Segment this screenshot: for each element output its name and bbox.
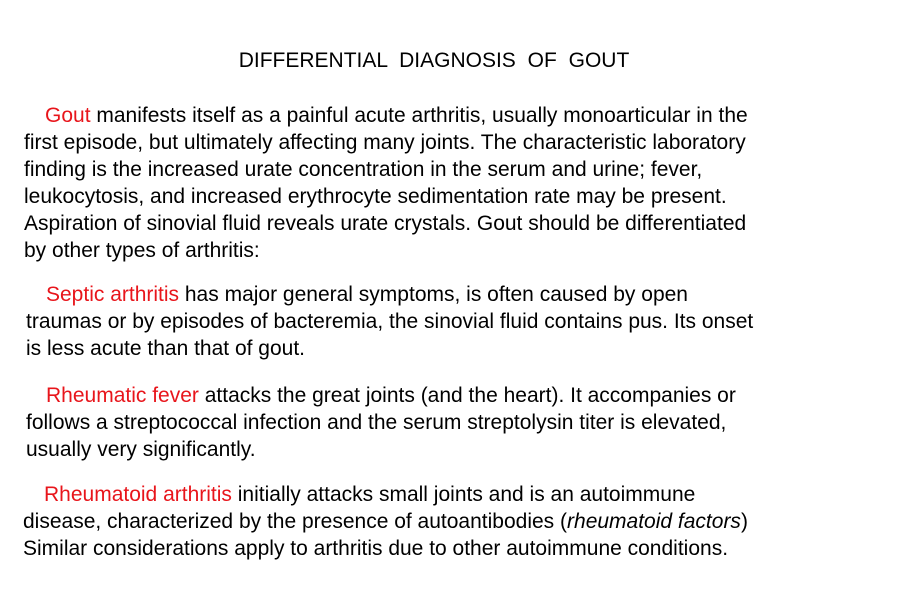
paragraph-line: follows a streptococcal infection and the serum streptolysin titer is elevated, — [26, 411, 727, 434]
paragraph-line: finding is the increased urate concentration in the serum and urine; fever, — [24, 158, 703, 181]
paragraph-line — [23, 508, 748, 535]
paragraph-line: traumas or by episodes of bacteremia, the sinovial fluid contains pus. Its onset — [26, 310, 754, 333]
paragraph-line — [23, 481, 748, 508]
paragraph-line — [24, 102, 748, 129]
paragraph-rheumatoid-arthritis — [23, 481, 748, 562]
paragraph-line: is less acute than that of gout. — [26, 337, 306, 360]
paragraph-text: attacks the great joints (and the heart). It accompanies or — [198, 384, 736, 407]
paragraph-line: Aspiration of sinovial fluid reveals urate crystals. Gout should be differentiated — [24, 212, 747, 235]
paragraph-line: first episode, but ultimately affecting many joints. The characteristic laboratory — [24, 131, 746, 154]
paragraph-septic-arthritis — [26, 281, 753, 362]
paragraph-rheumatic-fever — [26, 382, 736, 463]
paragraph-text: ) — [740, 510, 748, 533]
paragraph-line — [26, 382, 736, 409]
paragraph-text: has major general symptoms, is often caused by open — [179, 283, 688, 306]
paragraph-text: disease, characterized by the presence of autoantibodies ( — [23, 510, 568, 533]
paragraph-text: manifests itself as a painful acute arthritis, usually monoarticular in the — [90, 104, 748, 127]
term-rheumatoid-arthritis: Rheumatoid arthritis — [44, 483, 232, 506]
italic-phrase: rheumatoid factors — [567, 510, 741, 533]
term-septic-arthritis: Septic arthritis — [46, 283, 180, 306]
paragraph-line — [26, 281, 753, 308]
slide-title: DIFFERENTIAL DIAGNOSIS OF GOUT — [238, 49, 630, 72]
paragraph-line: leukocytosis, and increased erythrocyte sedimentation rate may be present. — [24, 185, 727, 208]
term-rheumatic-fever: Rheumatic fever — [46, 384, 199, 407]
paragraph-line: usually very significantly. — [26, 438, 256, 461]
term-gout: Gout — [45, 104, 91, 127]
paragraph-line: Similar considerations apply to arthritis due to other autoimmune conditions. — [23, 537, 729, 560]
paragraph-line: by other types of arthritis: — [24, 239, 260, 262]
paragraph-gout — [24, 102, 748, 264]
paragraph-text: initially attacks small joints and is an autoimmune — [231, 483, 696, 506]
